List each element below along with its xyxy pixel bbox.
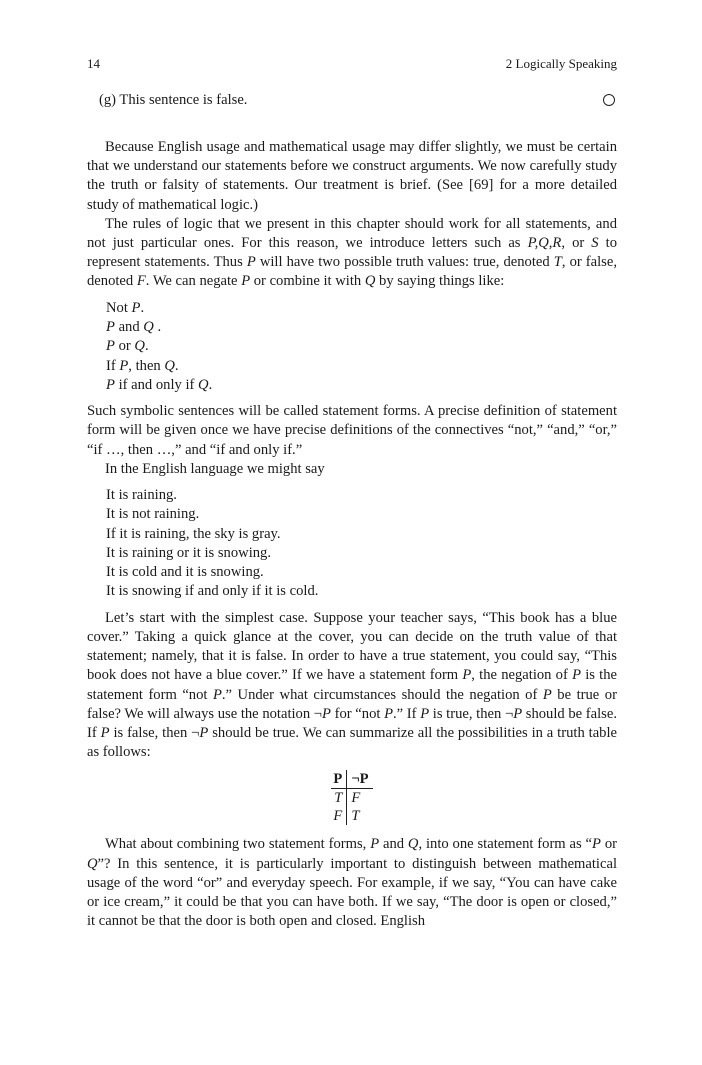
negation-truth-table [331,770,372,825]
truth-table-row [331,789,372,808]
list-item: P if and only if Q. [106,376,213,393]
statement-form-list [106,299,617,395]
paragraph-3: Such symbolic sentences will be called statement forms. A precise definition of statement form will be given once we have precise definitions of the connectives “not,” “and,” “or,” “if …, then …,” and “if and only if.” [87,403,617,458]
truth-table-header: P [331,770,346,789]
body-text [87,138,617,931]
truth-table-header: ¬P [347,770,373,789]
truth-table-row [331,807,372,825]
paragraph-4: In the English language we might say [105,460,325,477]
truth-table-wrapper [87,770,617,825]
paragraph-1: Because English usage and mathematical usage may differ slightly, we must be certain that we understand our statements before we construct arguments. We now carefully study the truth or falsity of statements. Our treatment is brief. (See [69] for a more detailed study of mathematical logic.) [87,139,617,213]
list-item: P or Q. [106,338,149,355]
truth-table-header-row [331,770,372,789]
running-title: 2 Logically Speaking [505,56,617,71]
list-item: It is snowing if and only if it is cold. [106,583,319,600]
list-item: Not P. [106,299,145,316]
truth-table-cell: T [331,789,346,808]
paragraph-2: The rules of logic that we present in this chapter should work for all statements, and not just particular ones. For this reason, we introduce letters such as P,Q,R, or S to represent statements. Thus P will have two possible truth values: true, denoted T, or false, denoted F. We can negate P or combine it with Q by saying things like: [87,215,618,290]
list-item: If P, then Q. [106,357,179,374]
truth-table-cell: F [331,807,346,825]
list-item: It is raining or it is snowing. [106,544,271,561]
truth-table-cell: F [351,790,361,807]
list-item: It is not raining. [106,506,200,523]
list-item: If it is raining, the sky is gray. [106,525,281,542]
list-item: P and Q . [106,318,162,335]
page-number: 14 [87,56,100,71]
english-sentence-list [106,486,617,602]
example-text: (g) This sentence is false. [99,92,248,108]
paragraph-6: What about combining two statement forms, P and Q, into one statement form as “P or Q”? In this sentence, it is particularly important to distinguish between mathematical usage of the word “or” and everyday speech. For example, if we say, “You can have cake or ice cream,” it could be that you can have both. If we say, “The door is open or closed,” it cannot be that the door is both open and closed. English [87,836,617,930]
end-of-example-icon [603,94,615,106]
list-item: It is raining. [106,486,177,503]
paragraph-5: Let’s start with the simplest case. Suppose your teacher says, “This book has a blue cover.” Taking a quick glance at the cover, you can decide on the truth value of that statement; namely, that it is false. In order to have a true statement, you could say, “This book does not have a blue cover.” If we have a statement form P, the negation of P is the statement form “not P.” Under what circumstances should the negation of P be true or false? We will always use the notation ¬P for “not P.” If P is true, then ¬P should be false. If P is false, then ¬P should be true. We can summarize all the possibilities in a truth table as follows: [87,609,617,761]
running-head [87,56,617,72]
truth-table-cell: T [351,808,360,825]
list-item: It is cold and it is snowing. [106,564,264,581]
